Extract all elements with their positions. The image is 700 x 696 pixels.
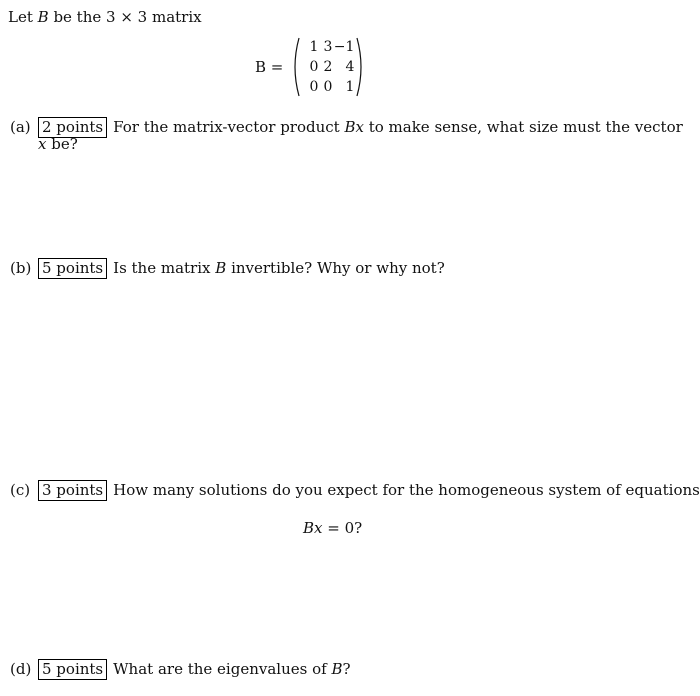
points-badge: 5 points bbox=[38, 659, 107, 680]
intro-matrix-var: B bbox=[37, 8, 49, 26]
matrix-equation bbox=[255, 36, 367, 98]
question-text: For the matrix-vector product bbox=[113, 118, 345, 136]
matrix-cell: 0 bbox=[323, 79, 333, 95]
question-text: be? bbox=[46, 135, 78, 153]
question-text: Is the matrix bbox=[113, 259, 216, 277]
matrix-grid bbox=[301, 38, 355, 96]
question-b bbox=[10, 258, 445, 279]
matrix-lhs: B = bbox=[255, 58, 284, 76]
right-paren bbox=[355, 37, 367, 97]
matrix-cell: 4 bbox=[345, 59, 355, 75]
question-text: How many solutions do you expect for the homogeneous system of equations bbox=[113, 481, 700, 499]
matrix-cell: 3 bbox=[323, 39, 333, 55]
matrix-cell: −1 bbox=[333, 39, 355, 55]
question-text-post: invertible? Why or why not? bbox=[226, 259, 445, 277]
question-text-post: to make sense, what size must the vector bbox=[363, 118, 683, 136]
intro-prefix: Let bbox=[8, 8, 38, 26]
question-label: (a) bbox=[10, 118, 31, 136]
question-label: (c) bbox=[10, 481, 31, 499]
points-badge: 5 points bbox=[38, 258, 107, 279]
question-text: What are the eigenvalues of bbox=[113, 660, 332, 678]
question-math: Bx bbox=[344, 118, 364, 136]
left-paren bbox=[289, 37, 301, 97]
points-badge: 2 points bbox=[38, 117, 107, 138]
question-math: x bbox=[38, 135, 47, 153]
question-label: (d) bbox=[10, 660, 32, 678]
question-math: B bbox=[215, 259, 227, 277]
question-c bbox=[10, 480, 700, 501]
matrix-cell: 0 bbox=[309, 59, 319, 75]
question-math: B bbox=[331, 660, 343, 678]
question-a-continuation bbox=[38, 135, 78, 153]
equation-rest: = 0? bbox=[322, 519, 363, 537]
question-label: (b) bbox=[10, 259, 32, 277]
question-a bbox=[10, 117, 683, 138]
matrix-cell: 1 bbox=[309, 39, 319, 55]
matrix-cell: 2 bbox=[323, 59, 333, 75]
points-badge: 3 points bbox=[38, 480, 107, 501]
question-d bbox=[10, 659, 351, 680]
equation-math: Bx bbox=[303, 519, 323, 537]
matrix-cell: 1 bbox=[345, 79, 355, 95]
intro-sentence bbox=[8, 8, 202, 26]
intro-rest: be the 3 × 3 matrix bbox=[48, 8, 202, 26]
homogeneous-equation bbox=[303, 519, 362, 537]
matrix-cell: 0 bbox=[309, 79, 319, 95]
question-text-post: ? bbox=[342, 660, 351, 678]
